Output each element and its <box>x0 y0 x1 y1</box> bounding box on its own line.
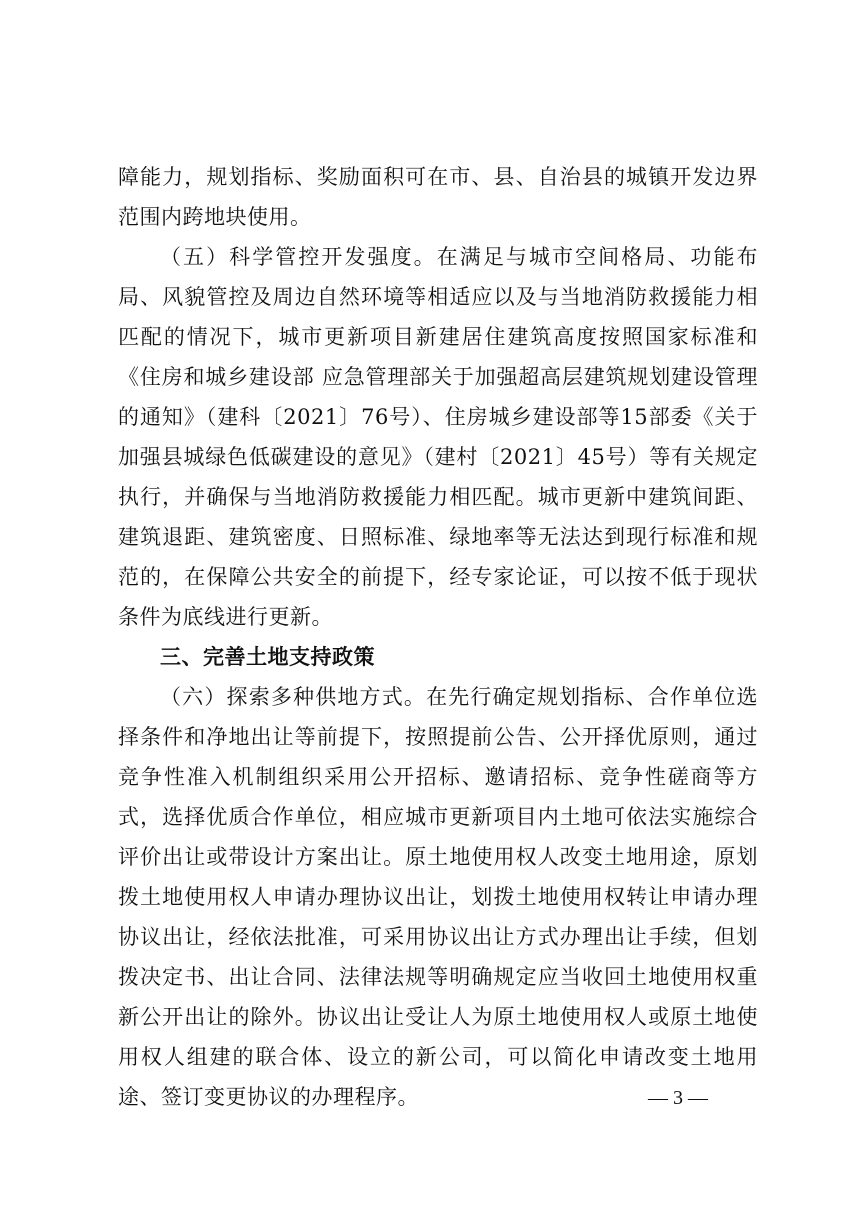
paragraph-text: 在满足与城市空间格局、功能布局、风貌管控及周边自然环境等相适应以及与当地消防救援能力相匹配的情况下，城市更新项目新建居住建筑高度按照国家标准和《住房和城乡建设部 应急管理部关于加强超高层建筑规划建设管理的通知》（建科〔2021〕76号）、住房城乡建设部等15部委《关于加强县城绿色低碳建设的意见》（建村〔2021〕45号）等有关规定执行，并确保与当地消防救援能力相匹配。城市更新中建筑间距、建筑退距、建筑密度、日照标准、绿地率等无法达到现行标准和规范的，在保障公共安全的前提下，经专家论证，可以按不低于现状条件为底线进行更新。 <box>118 245 759 629</box>
page-number: — 3 — <box>648 1087 708 1109</box>
item-title: （六）探索多种供地方式。 <box>160 685 427 709</box>
paragraph-text: 障能力，规划指标、奖励面积可在市、县、自治县的城镇开发边界范围内跨地块使用。 <box>118 165 758 229</box>
paragraph-item-5 <box>118 237 758 637</box>
paragraph-continuation <box>118 157 758 237</box>
paragraph-item-6 <box>118 677 758 1117</box>
paragraph-text: 在先行确定规划指标、合作单位选择条件和净地出让等前提下，按照提前公告、公开择优原则，通过竞争性准入机制组织采用公开招标、邀请招标、竞争性磋商等方式，选择优质合作单位，相应城市更新项目内土地可依法实施综合评价出让或带设计方案出让。原土地使用权人改变土地用途，原划拨土地使用权人申请办理协议出让，划拨土地使用权转让申请办理协议出让，经依法批准，可采用协议出让方式办理出让手续，但划拨决定书、出让合同、法律法规等明确规定应当收回土地使用权重新公开出让的除外。协议出让受让人为原土地使用权人或原土地使用权人组建的联合体、设立的新公司，可以简化申请改变土地用途、签订变更协议的办理程序。 <box>118 685 758 1109</box>
item-title: （五）科学管控开发强度。 <box>160 245 437 269</box>
section-heading: 三、完善土地支持政策 <box>160 645 375 669</box>
document-body <box>118 157 758 1117</box>
